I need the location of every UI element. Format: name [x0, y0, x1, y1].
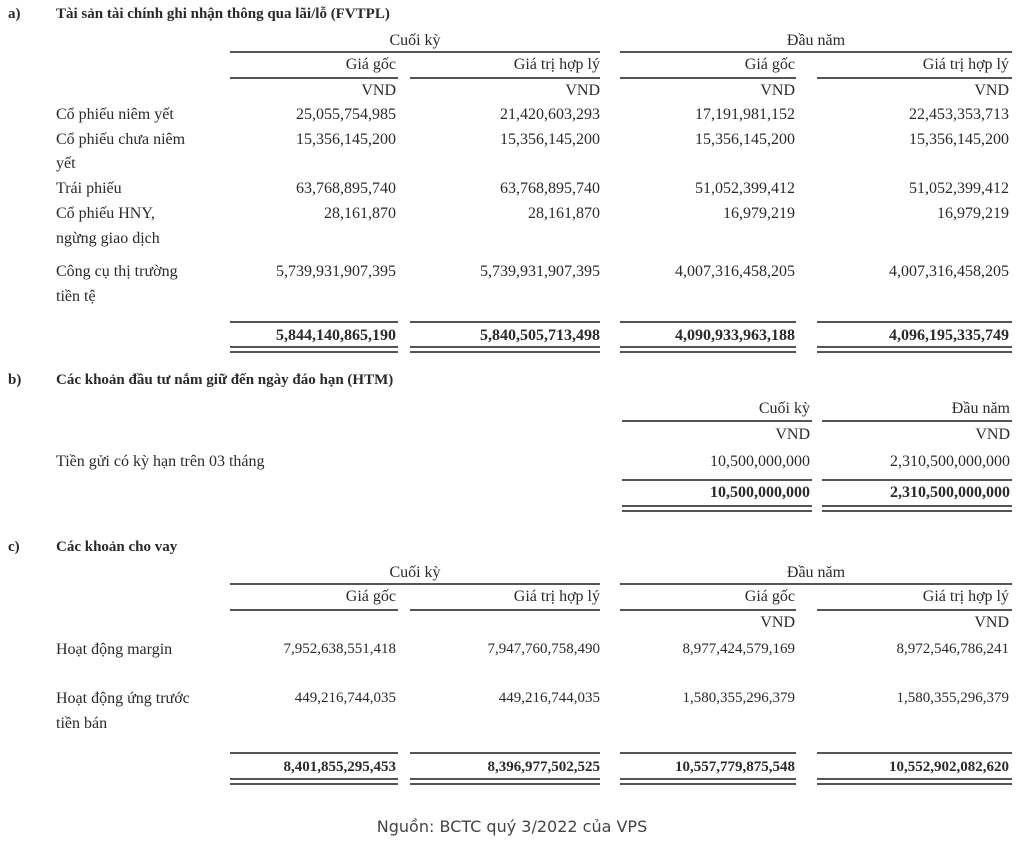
cell-value: 51,052,399,412	[909, 180, 1009, 197]
divider	[230, 51, 600, 53]
section-a-col-fair-1: Giá trị hợp lý	[513, 56, 600, 73]
unit-label: VND	[775, 426, 810, 443]
section-a-col-cost-2: Giá gốc	[744, 56, 795, 73]
row-label: Trái phiếu	[56, 180, 122, 197]
cell-value: 17,191,981,152	[695, 106, 795, 123]
section-a-col-cost-1: Giá gốc	[345, 56, 396, 73]
total-value: 5,844,140,865,190	[276, 327, 396, 344]
section-b-col-dau-nam: Đầu năm	[951, 400, 1010, 417]
cell-value: 28,161,870	[324, 205, 396, 222]
section-a-group-dau-nam: Đầu năm	[786, 32, 846, 49]
cell-value: 16,979,219	[723, 205, 795, 222]
total-value: 10,552,902,082,620	[889, 759, 1009, 775]
cell-value: 7,947,760,758,490	[487, 641, 600, 657]
cell-value: 5,739,931,907,395	[276, 263, 396, 280]
divider	[622, 479, 812, 481]
row-label-cont: tiền tệ	[56, 288, 96, 305]
divider	[230, 77, 398, 79]
section-c-col-fair-1: Giá trị hợp lý	[513, 588, 600, 605]
cell-value: 28,161,870	[528, 205, 600, 222]
divider	[410, 321, 600, 323]
total-value: 2,310,500,000,000	[890, 484, 1010, 501]
cell-value: 4,007,316,458,205	[675, 263, 795, 280]
row-label-cont: yết	[56, 155, 76, 172]
double-underline	[620, 778, 796, 785]
double-underline	[410, 778, 600, 785]
double-underline	[817, 778, 1012, 785]
divider	[622, 420, 812, 422]
cell-value: 10,500,000,000	[710, 453, 810, 470]
row-label: Tiền gửi có kỳ hạn trên 03 tháng	[56, 453, 265, 470]
cell-value: 2,310,500,000,000	[890, 453, 1010, 470]
double-underline	[230, 346, 398, 353]
cell-value: 22,453,353,713	[909, 106, 1009, 123]
row-label: Công cụ thị trường	[56, 263, 178, 280]
section-a-col-fair-2: Giá trị hợp lý	[922, 56, 1009, 73]
unit-label: VND	[975, 426, 1010, 443]
section-c-group-dau-nam: Đầu năm	[786, 564, 846, 581]
section-a-group-cuoi-ky: Cuối kỳ	[389, 32, 441, 49]
row-label: Cổ phiếu niêm yết	[56, 106, 174, 123]
divider	[410, 752, 600, 754]
cell-value: 1,580,355,296,379	[896, 690, 1009, 706]
total-value: 4,090,933,963,188	[675, 327, 795, 344]
cell-value: 63,768,895,740	[296, 180, 396, 197]
unit-label: VND	[974, 82, 1009, 99]
divider	[230, 321, 398, 323]
double-underline	[410, 346, 600, 353]
cell-value: 449,216,744,035	[294, 690, 396, 706]
double-underline	[822, 505, 1012, 512]
divider	[620, 51, 1012, 53]
divider	[822, 420, 1012, 422]
section-c-col-cost-1: Giá gốc	[345, 588, 396, 605]
total-value: 8,401,855,295,453	[283, 759, 396, 775]
total-value: 10,557,779,875,548	[675, 759, 795, 775]
unit-label: VND	[760, 614, 795, 631]
section-c-col-fair-2: Giá trị hợp lý	[922, 588, 1009, 605]
cell-value: 16,979,219	[937, 205, 1009, 222]
row-label: Hoạt động ứng trước	[56, 690, 190, 707]
divider	[410, 77, 600, 79]
divider	[410, 609, 600, 611]
cell-value: 15,356,145,200	[695, 131, 795, 148]
unit-label: VND	[760, 82, 795, 99]
double-underline	[230, 778, 398, 785]
row-label: Cổ phiếu HNY,	[56, 205, 155, 222]
divider	[822, 479, 1012, 481]
section-c-col-cost-2: Giá gốc	[744, 588, 795, 605]
section-a-title: Tài sản tài chính ghi nhận thông qua lãi/lỗ (FVTPL)	[56, 6, 390, 22]
divider	[620, 752, 796, 754]
section-c-group-cuoi-ky: Cuối kỳ	[389, 564, 441, 581]
cell-value: 449,216,744,035	[498, 690, 600, 706]
divider	[817, 609, 1012, 611]
section-c-letter: c)	[8, 539, 20, 555]
section-b-title: Các khoản đầu tư nắm giữ đến ngày đáo hạn (HTM)	[56, 372, 394, 388]
double-underline	[620, 346, 796, 353]
cell-value: 4,007,316,458,205	[889, 263, 1009, 280]
cell-value: 51,052,399,412	[695, 180, 795, 197]
divider	[620, 583, 1012, 585]
double-underline	[817, 346, 1012, 353]
divider	[230, 752, 398, 754]
section-c-title: Các khoản cho vay	[56, 539, 178, 555]
divider	[620, 321, 796, 323]
unit-label: VND	[361, 82, 396, 99]
cell-value: 5,739,931,907,395	[480, 263, 600, 280]
total-value: 8,396,977,502,525	[487, 759, 600, 775]
cell-value: 7,952,638,551,418	[283, 641, 396, 657]
section-b-letter: b)	[8, 372, 22, 388]
divider	[230, 609, 398, 611]
cell-value: 1,580,355,296,379	[682, 690, 795, 706]
row-label: Hoạt động margin	[56, 641, 173, 658]
divider	[230, 583, 600, 585]
source-caption: Nguồn: BCTC quý 3/2022 của VPS	[376, 817, 648, 836]
cell-value: 15,356,145,200	[909, 131, 1009, 148]
total-value: 4,096,195,335,749	[889, 327, 1009, 344]
cell-value: 21,420,603,293	[500, 106, 600, 123]
divider	[817, 321, 1012, 323]
cell-value: 8,972,546,786,241	[896, 641, 1009, 657]
cell-value: 63,768,895,740	[500, 180, 600, 197]
cell-value: 15,356,145,200	[500, 131, 600, 148]
divider	[620, 609, 796, 611]
total-value: 10,500,000,000	[710, 484, 810, 501]
row-label: Cổ phiếu chưa niêm	[56, 131, 186, 148]
unit-label: VND	[565, 82, 600, 99]
section-b-col-cuoi-ky: Cuối kỳ	[758, 400, 810, 417]
divider	[620, 77, 796, 79]
cell-value: 15,356,145,200	[296, 131, 396, 148]
unit-label: VND	[974, 614, 1009, 631]
cell-value: 8,977,424,579,169	[682, 641, 795, 657]
row-label-cont: ngừng giao dịch	[56, 230, 160, 247]
cell-value: 25,055,754,985	[296, 106, 396, 123]
total-value: 5,840,505,713,498	[480, 327, 600, 344]
row-label-cont: tiền bán	[56, 715, 108, 732]
section-a-letter: a)	[8, 6, 21, 22]
divider	[817, 752, 1012, 754]
double-underline	[622, 505, 812, 512]
divider	[817, 77, 1012, 79]
